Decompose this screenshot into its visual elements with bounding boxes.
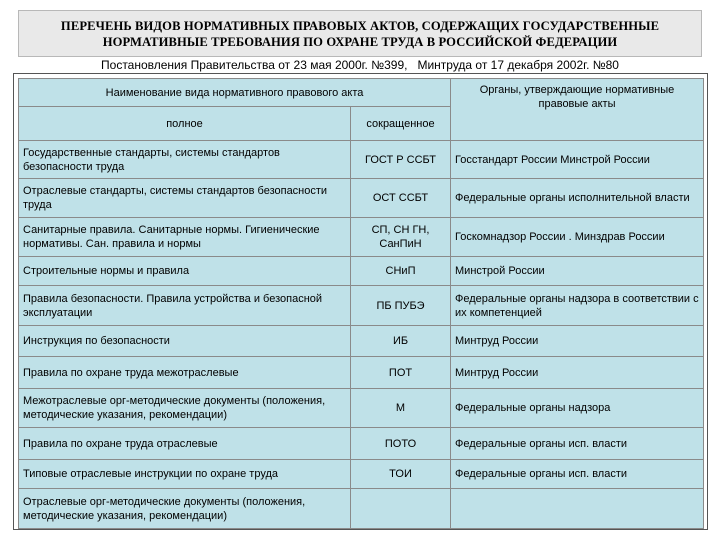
table-row bbox=[19, 389, 704, 428]
subtitle: Постановления Правительства от 23 мая 2000г. №399, Минтруда от 17 декабря 2002г. №80 bbox=[101, 58, 619, 72]
cell-full: Межотраслевые орг-методические документы (положения, методические указания, рекомендации) bbox=[19, 389, 351, 428]
header-row bbox=[19, 79, 704, 107]
table-row bbox=[19, 489, 704, 529]
cell-full: Инструкция по безопасности bbox=[19, 326, 351, 357]
table-row bbox=[19, 218, 704, 257]
cell-approver: Госкомнадзор России . Минздрав России bbox=[451, 218, 704, 257]
header-full: полное bbox=[19, 107, 351, 141]
cell-approver: Федеральные органы исполнительной власти bbox=[451, 179, 704, 218]
cell-approver: Госстандарт России Минстрой России bbox=[451, 141, 704, 179]
cell-short: ПОТО bbox=[351, 428, 451, 460]
header-act-type: Наименование вида нормативного правового акта bbox=[19, 79, 451, 107]
cell-approver: Федеральные органы надзора bbox=[451, 389, 704, 428]
cell-full: Правила по охране труда отраслевые bbox=[19, 428, 351, 460]
cell-full: Строительные нормы и правила bbox=[19, 257, 351, 286]
acts-table bbox=[18, 78, 704, 529]
cell-short: ОСТ ССБТ bbox=[351, 179, 451, 218]
cell-short: СНиП bbox=[351, 257, 451, 286]
cell-short: ТОИ bbox=[351, 460, 451, 489]
title-line-2: НОРМАТИВНЫЕ ТРЕБОВАНИЯ ПО ОХРАНЕ ТРУДА В РОССИЙСКОЙ ФЕДЕРАЦИИ bbox=[102, 34, 618, 49]
cell-short: ИБ bbox=[351, 326, 451, 357]
cell-full: Типовые отраслевые инструкции по охране труда bbox=[19, 460, 351, 489]
cell-full: Правила безопасности. Правила устройства и безопасной эксплуатации bbox=[19, 286, 351, 326]
cell-short: СП, СН ГН, СанПиН bbox=[351, 218, 451, 257]
cell-approver: Федеральные органы исп. власти bbox=[451, 460, 704, 489]
cell-approver: Федеральные органы исп. власти bbox=[451, 428, 704, 460]
cell-short: ПОТ bbox=[351, 357, 451, 389]
table-row bbox=[19, 286, 704, 326]
cell-short: ГОСТ Р ССБТ bbox=[351, 141, 451, 179]
cell-full: Правила по охране труда межотраслевые bbox=[19, 357, 351, 389]
header-short: сокращенное bbox=[351, 107, 451, 141]
table-row bbox=[19, 357, 704, 389]
table-row bbox=[19, 179, 704, 218]
cell-approver bbox=[451, 489, 704, 529]
title-line-1: ПЕРЕЧЕНЬ ВИДОВ НОРМАТИВНЫХ ПРАВОВЫХ АКТОВ, СОДЕРЖАЩИХ ГОСУДАРСТВЕННЫЕ bbox=[60, 18, 660, 33]
cell-short: ПБ ПУБЭ bbox=[351, 286, 451, 326]
cell-approver: Минтруд России bbox=[451, 326, 704, 357]
cell-full: Отраслевые стандарты, системы стандартов безопасности труда bbox=[19, 179, 351, 218]
table-row bbox=[19, 428, 704, 460]
cell-full: Санитарные правила. Санитарные нормы. Гигиенические нормативы. Сан. правила и нормы bbox=[19, 218, 351, 257]
cell-approver: Федеральные органы надзора в соответствии с их компетенцией bbox=[451, 286, 704, 326]
cell-approver: Минтруд России bbox=[451, 357, 704, 389]
table-row bbox=[19, 460, 704, 489]
cell-short: М bbox=[351, 389, 451, 428]
cell-approver: Минстрой России bbox=[451, 257, 704, 286]
header-approvers: Органы, утверждающие нормативные правовые акты bbox=[451, 79, 704, 141]
table-row bbox=[19, 326, 704, 357]
cell-full: Отраслевые орг-методические документы (положения, методические указания, рекомендации) bbox=[19, 489, 351, 529]
cell-short bbox=[351, 489, 451, 529]
table-row bbox=[19, 257, 704, 286]
table-row bbox=[19, 141, 704, 179]
table-frame bbox=[13, 73, 708, 530]
title-box bbox=[18, 10, 702, 57]
cell-full: Государственные стандарты, системы стандартов безопасности труда bbox=[19, 141, 351, 179]
